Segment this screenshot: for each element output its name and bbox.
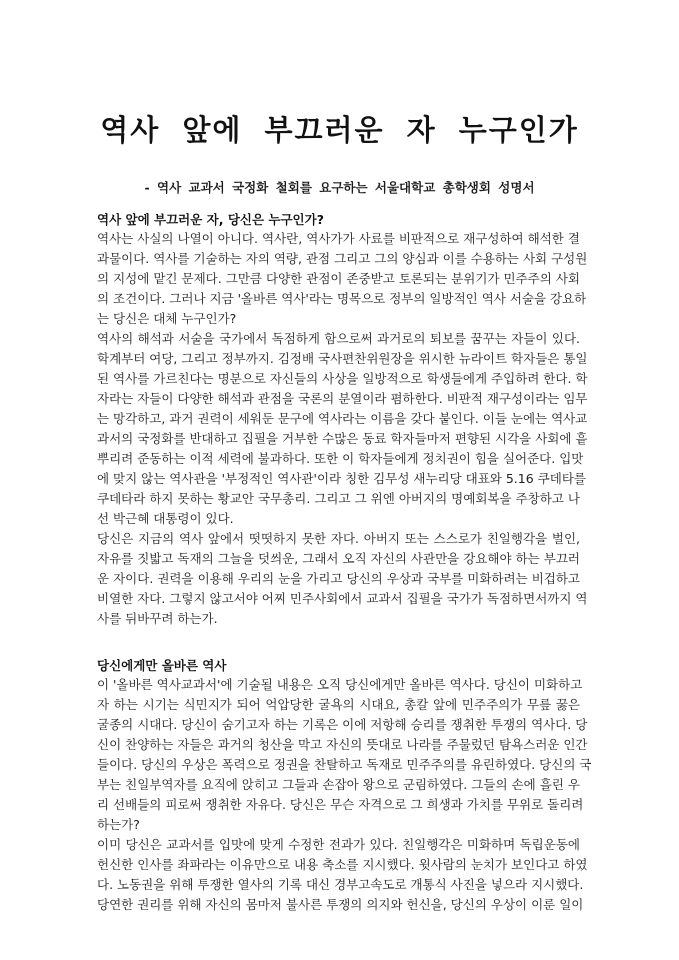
paragraph-line: 의 조건이다. 그러나 지금 '올바른 역사'라는 명목으로 정부의 일방적인 역사 서술을 강요하: [97, 291, 587, 306]
section-heading-2: 당신에게만 올바른 역사: [97, 658, 227, 673]
paragraph-line: 다. 노동권을 위해 투쟁한 열사의 기록 대신 경부고속도로 개통식 사진을 넣으라 지시했다.: [97, 877, 584, 892]
paragraph-line: 에 맞지 않는 역사관을 '부정적인 역사관'이라 칭한 김무성 새누리당 대표와 5.16 쿠데타를: [97, 471, 586, 486]
paragraph-line: 뿌리려 준동하는 이적 세력에 불과하다. 또한 이 학자들에게 정치권이 힘을 실어준다. 입맛: [97, 451, 584, 466]
paragraph-line: 비열한 자다. 그렇지 않고서야 어찌 민주사회에서 교과서 집필을 국가가 독점하면서까지 역: [97, 591, 588, 606]
paragraph-line: 의 지성에 맡긴 문제다. 그만큼 다양한 관점이 존중받고 토론되는 분위기가 민주주의 사회: [97, 271, 580, 286]
paragraph-line: 된 역사를 가르친다는 명분으로 자신들의 사상을 일방적으로 학생들에게 주입하려 한다. 학: [97, 371, 588, 386]
section-heading-1: 역사 앞에 부끄러운 자, 당신은 누구인가?: [97, 212, 324, 227]
paragraph-line: 하는가?: [97, 817, 140, 832]
paragraph-line: 들이다. 당신의 우상은 폭력으로 정권을 찬탈하고 독재로 민주주의를 유린하였다. 당신의 국: [97, 757, 592, 772]
paragraph-line: 역사의 해석과 서술을 국가에서 독점하게 함으로써 과거로의 퇴보를 꿈꾸는 자들이 있다.: [97, 331, 580, 346]
paragraph-line: 과서의 국정화를 반대하고 집필을 거부한 수많은 동료 학자들마저 편향된 시각을 사회에 흩: [97, 431, 588, 446]
paragraph-line: 쿠데타라 하지 못하는 황교안 국무총리. 그리고 그 위엔 아버지의 명예회복을 주창하고 나: [97, 491, 580, 506]
paragraph-line: 는 당신은 대체 누구인가?: [97, 311, 237, 326]
paragraph-line: 헌신한 인사를 좌파라는 이유만으로 내용 축소를 지시했다. 윗사람의 눈치가 보인다고 하였: [97, 857, 588, 872]
paragraph-line: 굴종의 시대다. 당신이 숨기고자 하는 기록은 이에 저항해 승리를 쟁취한 투쟁의 역사다. 당: [97, 717, 588, 732]
document-subtitle: - 역사 교과서 국정화 철회를 요구하는 서울대학교 총학생회 성명서: [144, 180, 535, 195]
paragraph-line: 사를 뒤바꾸려 하는가.: [97, 611, 218, 626]
paragraph-line: 는 망각하고, 과거 권력이 세워둔 문구에 역사라는 이름을 갖다 붙인다. 이들 눈에는 역사교: [97, 411, 588, 426]
paragraph-line: 운 자이다. 권력을 이용해 우리의 눈을 가리고 당신의 우상과 국부를 미화하려는 비겁하고: [97, 571, 580, 586]
paragraph-line: 리 선배들의 피로써 쟁취한 자유다. 당신은 무슨 자격으로 그 희생과 가치를 무위로 돌리려: [97, 797, 584, 812]
paragraph-line: 이미 당신은 교과서를 입맛에 맞게 수정한 전과가 있다. 친일행각은 미화하며 독립운동에: [97, 837, 580, 852]
paragraph-line: 자유를 짓밟고 독재의 그늘을 덧씌운, 그래서 오직 자신의 사관만을 강요해야 하는 부끄러: [97, 551, 580, 566]
paragraph-line: 학계부터 여당, 그리고 정부까지. 김정배 국사편찬위원장을 위시한 뉴라이트 학자들은 통일: [97, 351, 588, 366]
paragraph-line: 역사는 사실의 나열이 아니다. 역사란, 역사가가 사료를 비판적으로 재구성하여 해석한 결: [97, 231, 580, 246]
paragraph-line: 선 박근혜 대통령이 있다.: [97, 511, 234, 526]
paragraph-line: 자 하는 시기는 식민지가 되어 억압당한 굴욕의 시대요, 총칼 앞에 민주주의가 무릎 꿇은: [97, 697, 580, 712]
paragraph-line: 과물이다. 역사를 기술하는 자의 역량, 관점 그리고 그의 양심과 이를 수용하는 사회 구성원: [97, 251, 588, 266]
paragraph-line: 자라는 자들이 다양한 해석과 관점을 국론의 분열이라 폄하한다. 비판적 재구성이라는 임무: [97, 391, 588, 406]
paragraph-line: 부는 친일부역자를 요직에 앉히고 그들과 손잡아 왕으로 군림하였다. 그들의 손에 흘린 우: [97, 777, 580, 792]
paragraph-line: 신이 찬양하는 자들은 과거의 청산을 막고 자신의 뜻대로 나라를 주물렀던 탐욕스러운 인간: [97, 737, 588, 752]
paragraph-line: 이 '올바른 역사교과서'에 기술될 내용은 오직 당신에게만 올바른 역사다. 당신이 미화하고: [97, 677, 583, 692]
paragraph-line: 당신은 지금의 역사 앞에서 떳떳하지 못한 자다. 아버지 또는 스스로가 친일행각을 벌인,: [97, 531, 580, 546]
paragraph-line: 당연한 권리를 위해 자신의 몸마저 불사른 투쟁의 의지와 헌신을, 당신의 우상이 이룬 일이: [97, 897, 584, 912]
document-title: 역사 앞에 부끄러운 자 누구인가: [100, 113, 579, 147]
